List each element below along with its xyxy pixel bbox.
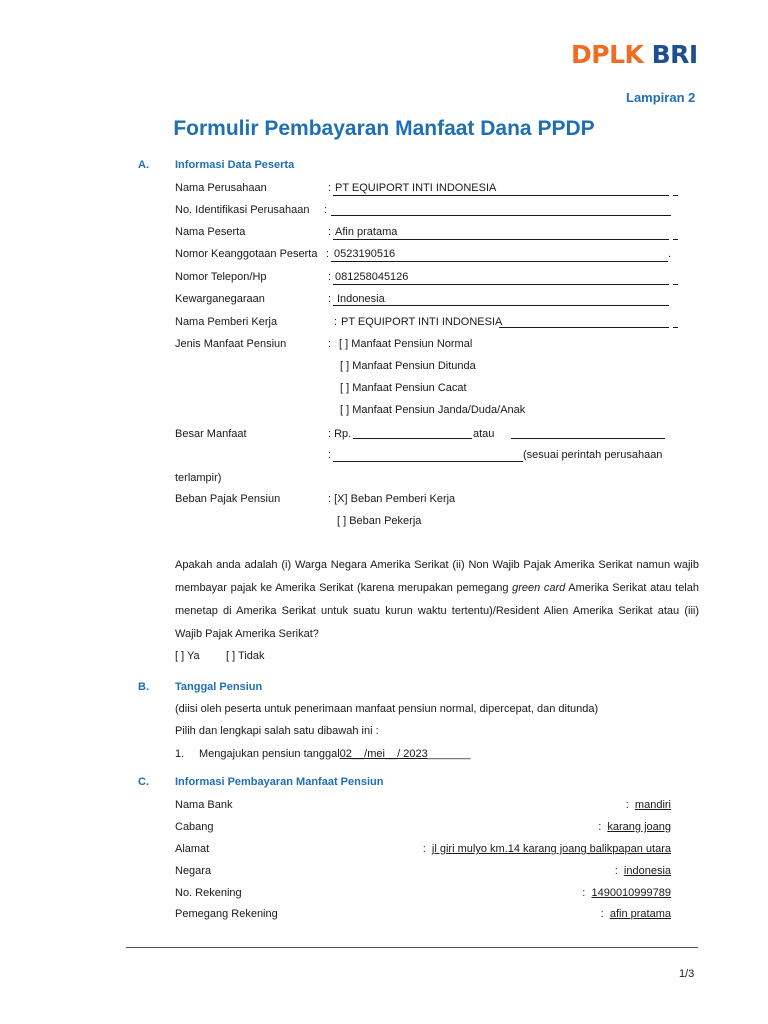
- colon: :: [324, 204, 328, 216]
- amount-prefix: : Rp.: [328, 428, 352, 440]
- tax-option-employer[interactable]: : [X] Beban Pemberi Kerja: [328, 493, 456, 505]
- logo-bri-text: BRI: [651, 40, 698, 69]
- benefit-option-deferred[interactable]: [ ] Manfaat Pensiun Ditunda: [340, 360, 476, 372]
- colon: :: [328, 338, 332, 350]
- phone-label: Nomor Telepon/Hp: [175, 271, 267, 283]
- company-underline-tail: [673, 195, 678, 196]
- question-text-2: Amerika Serikat atau telah menetap di Amerika Serikat untuk suatu kurun waktu tertentu)/Resident Alien Amerika Serikat atau (iii) Wajib Pajak Amerika Serikat?: [175, 582, 699, 640]
- branch-label: Cabang: [175, 821, 214, 833]
- country-value: indonesia: [623, 865, 671, 877]
- account-number-label: No. Rekening: [175, 887, 242, 899]
- employer-value: PT EQUIPORT INTI INDONESIA: [341, 316, 503, 328]
- section-b-instruction: Pilih dan lengkapi salah satu dibawah ini :: [175, 725, 379, 737]
- us-tax-question: [175, 554, 699, 646]
- retirement-date-label: Mengajukan pensiun tanggal: [199, 748, 340, 760]
- section-b-title: Tanggal Pensiun: [175, 681, 263, 693]
- colon: :: [326, 248, 330, 260]
- answer-yes[interactable]: [ ] Ya: [175, 650, 200, 662]
- section-c-title: Informasi Pembayaran Manfaat Pensiun: [175, 776, 384, 788]
- section-c-letter: C.: [138, 776, 149, 788]
- account-number-value: 1490010999789: [591, 887, 671, 899]
- phone-underline-tail: [673, 284, 678, 285]
- amount-rp-input-line[interactable]: [353, 438, 472, 439]
- branch-row-value: : karang joang: [598, 821, 671, 833]
- membership-underline: [331, 261, 668, 262]
- page-number: 1/3: [679, 968, 695, 980]
- amount-note: (sesuai perintah perusahaan: [523, 449, 663, 461]
- account-holder-value: afin pratama: [609, 908, 671, 920]
- tax-label: Beban Pajak Pensiun: [175, 493, 281, 505]
- section-a-letter: A.: [138, 159, 149, 171]
- address-label: Alamat: [175, 843, 210, 855]
- account-holder-row-value: : afin pratama: [600, 908, 671, 920]
- section-b-letter: B.: [138, 681, 149, 693]
- phone-underline: [333, 284, 669, 285]
- account-number-row-value: : 1490010999789: [582, 887, 671, 899]
- membership-value: 0523190516: [334, 248, 396, 260]
- benefit-option-survivor[interactable]: [ ] Manfaat Pensiun Janda/Duda/Anak: [340, 404, 526, 416]
- citizenship-label: Kewarganegaraan: [175, 293, 265, 305]
- amount-note-input-line[interactable]: [333, 461, 523, 462]
- employer-underline-tail: [673, 327, 678, 328]
- retirement-date-value[interactable]: 02__/mei__/ 2023: [339, 748, 428, 760]
- citizenship-value: Indonesia: [337, 293, 385, 305]
- participant-label: Nama Peserta: [175, 226, 246, 238]
- country-row-value: : indonesia: [614, 865, 671, 877]
- company-value: PT EQUIPORT INTI INDONESIA: [335, 182, 497, 194]
- colon: :: [328, 182, 332, 194]
- colon: :: [328, 226, 332, 238]
- colon: :: [328, 293, 332, 305]
- company-id-label: No. Identifikasi Perusahaan: [175, 204, 310, 216]
- amount-label: Besar Manfaat: [175, 428, 247, 440]
- footer-divider: [126, 947, 698, 948]
- membership-label: Nomor Keanggotaan Peserta: [175, 248, 318, 260]
- participant-underline-tail: [673, 239, 678, 240]
- colon: :: [328, 271, 332, 283]
- period: .: [668, 248, 672, 260]
- amount-note-cont: terlampir): [175, 472, 222, 484]
- company-label: Nama Perusahaan: [175, 182, 267, 194]
- employer-underline: [499, 327, 669, 328]
- participant-underline: [333, 239, 669, 240]
- bank-name-value: mandiri: [634, 799, 671, 811]
- logo-dplk-text: DPLK: [571, 40, 644, 69]
- colon: :: [334, 316, 338, 328]
- tax-option-employee[interactable]: [ ] Beban Pekerja: [337, 515, 422, 527]
- account-holder-label: Pemegang Rekening: [175, 908, 278, 920]
- country-label: Negara: [175, 865, 212, 877]
- page-title: Formulir Pembayaran Manfaat Dana PPDP: [173, 117, 595, 140]
- company-id-input-line[interactable]: [331, 215, 671, 216]
- company-underline: [333, 195, 669, 196]
- section-b-note: (diisi oleh peserta untuk penerimaan manfaat pensiun normal, dipercepat, dan ditunda): [175, 703, 599, 715]
- employer-label: Nama Pemberi Kerja: [175, 316, 278, 328]
- section-b-item-number: 1.: [175, 748, 185, 760]
- address-value: jl giri mulyo km.14 karang joang balikpapan utara: [431, 843, 671, 855]
- participant-value: Afin pratama: [335, 226, 398, 238]
- benefit-type-label: Jenis Manfaat Pensiun: [175, 338, 287, 350]
- section-a-title: Informasi Data Peserta: [175, 159, 295, 171]
- retirement-date-trail: _______: [427, 748, 471, 760]
- colon: :: [328, 449, 332, 461]
- dplk-bri-logo: [571, 40, 698, 69]
- citizenship-underline: [333, 305, 669, 306]
- benefit-option-disability[interactable]: [ ] Manfaat Pensiun Cacat: [340, 382, 467, 394]
- phone-value: 081258045126: [335, 271, 409, 283]
- question-text-italic: green card: [512, 582, 566, 594]
- address-row-value: : jl giri mulyo km.14 karang joang balikpapan utara: [422, 843, 671, 855]
- attachment-label: Lampiran 2: [626, 90, 696, 105]
- retirement-date-row: [199, 748, 471, 760]
- bank-name-label: Nama Bank: [175, 799, 233, 811]
- benefit-option-normal[interactable]: [ ] Manfaat Pensiun Normal: [339, 338, 473, 350]
- amount-alt-input-line[interactable]: [511, 438, 665, 439]
- amount-or: atau: [473, 428, 495, 440]
- answer-no[interactable]: [ ] Tidak: [226, 650, 265, 662]
- bank-name-row-value: : mandiri: [625, 799, 671, 811]
- question-text-1: Apakah anda adalah (i) Warga Negara Amerika Serikat (ii) Non Wajib Pajak Amerika Serikat namun wajib membayar pajak ke Amerika Serikat (karena merupakan pemegang: [175, 559, 699, 594]
- branch-value: karang joang: [607, 821, 671, 833]
